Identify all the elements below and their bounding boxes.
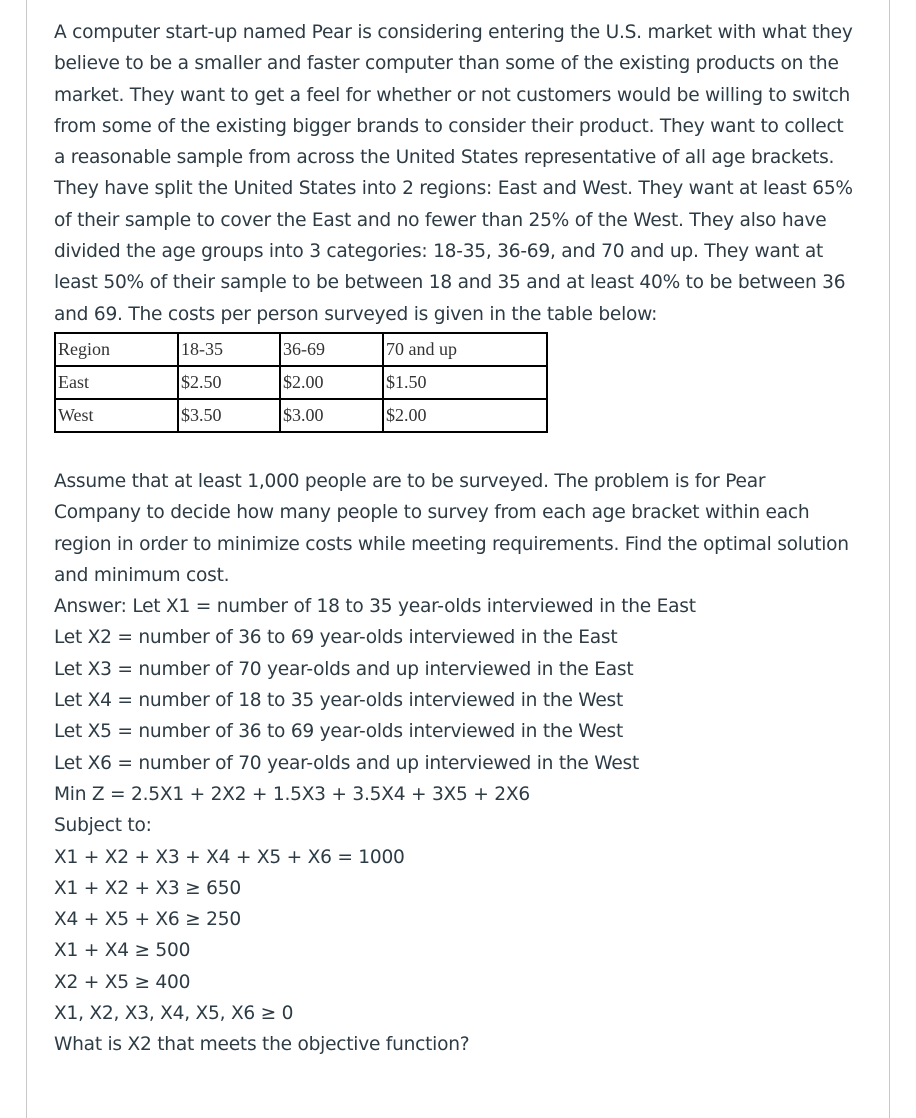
cost-table-row-west — [55, 399, 547, 432]
answer-line-x4: Let X4 = number of 18 to 35 year-olds interviewed in the West — [54, 690, 623, 712]
header-region: Region — [55, 333, 178, 366]
cost-table-header-row — [55, 333, 547, 366]
cell-west-36-69: $3.00 — [280, 399, 383, 432]
cell-region-east: East — [55, 366, 178, 399]
objective-function: Min Z = 2.5X1 + 2X2 + 1.5X3 + 3.5X4 + 3X5 + 2X6 — [54, 783, 530, 805]
cost-table-row-east — [55, 366, 547, 399]
answer-line-x1: Answer: Let X1 = number of 18 to 35 year-olds interviewed in the East — [54, 596, 696, 618]
constraint-east: X1 + X2 + X3 ≥ 650 — [54, 877, 241, 899]
answer-line-x3: Let X3 = number of 70 year-olds and up interviewed in the East — [54, 658, 634, 680]
answer-block — [54, 591, 854, 1060]
question-card — [26, 0, 890, 1118]
constraint-nonnegativity: X1, X2, X3, X4, X5, X6 ≥ 0 — [54, 1003, 294, 1025]
answer-line-x2: Let X2 = number of 36 to 69 year-olds interviewed in the East — [54, 627, 618, 649]
cell-west-70-up: $2.00 — [383, 399, 547, 432]
problem-assumption: Assume that at least 1,000 people are to be surveyed. The problem is for Pear Company to decide how many people to survey from each age bracket within each region in order to minimize costs while meeting requirements. Find the optimal solution and minimum cost. — [54, 470, 849, 586]
cell-region-west: West — [55, 399, 178, 432]
constraint-west: X4 + X5 + X6 ≥ 250 — [54, 909, 241, 931]
question-content — [54, 17, 854, 1061]
cell-east-18-35: $2.50 — [178, 366, 280, 399]
answer-line-x5: Let X5 = number of 36 to 69 year-olds interviewed in the West — [54, 721, 623, 743]
subject-to-label: Subject to: — [54, 815, 152, 837]
constraint-total: X1 + X2 + X3 + X4 + X5 + X6 = 1000 — [54, 846, 405, 868]
question-prompt: What is X2 that meets the objective function? — [54, 1034, 470, 1056]
header-age-18-35: 18-35 — [178, 333, 280, 366]
answer-line-x6: Let X6 = number of 70 year-olds and up interviewed in the West — [54, 752, 639, 774]
cell-east-36-69: $2.00 — [280, 366, 383, 399]
cell-east-70-up: $1.50 — [383, 366, 547, 399]
cost-table — [54, 332, 548, 433]
cell-west-18-35: $3.50 — [178, 399, 280, 432]
problem-intro: A computer start-up named Pear is considering entering the U.S. market with what they believe to be a smaller and faster computer than some of the existing products on the market. They want to get a feel for whether or not customers would be willing to switch from some of the existing bigger brands to consider their product. They want to collect a reasonable sample from across the United States representative of all age brackets. They have split the United States into 2 regions: East and West. They want at least 65% of their sample to cover the East and no fewer than 25% of the West. They also have divided the age groups into 3 categories: 18-35, 36-69, and 70 and up. They want at least 50% of their sample to be between 18 and 35 and at least 40% to be between 36 and 69. The costs per person surveyed is given in the table below: — [54, 22, 853, 325]
header-age-70-up: 70 and up — [383, 333, 547, 366]
header-age-36-69: 36-69 — [280, 333, 383, 366]
constraint-age-36-69: X2 + X5 ≥ 400 — [54, 971, 191, 993]
constraint-age-18-35: X1 + X4 ≥ 500 — [54, 940, 191, 962]
